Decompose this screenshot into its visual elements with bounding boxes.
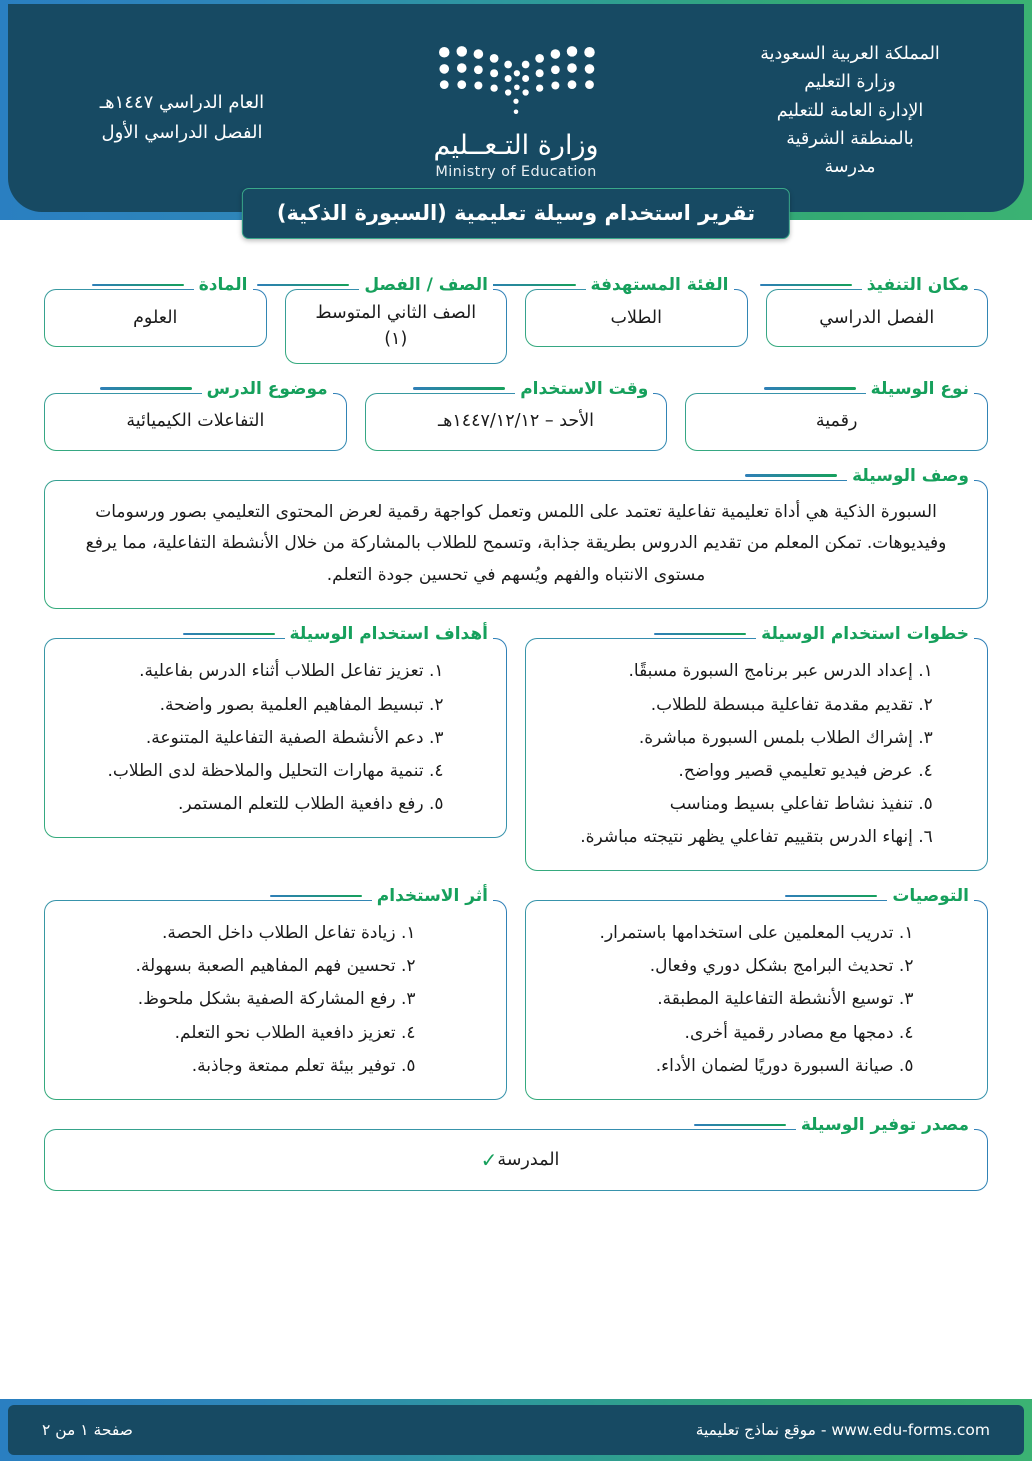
label-rule	[100, 387, 192, 389]
field-media-type-value: رقمية	[815, 411, 858, 432]
steps-list	[580, 655, 933, 854]
ministry-of-education-logo-icon	[426, 40, 606, 124]
list-item: ٤. تعزيز دافعية الطلاب نحو التعلم.	[174, 1022, 416, 1043]
field-media-type	[685, 378, 988, 451]
field-location-box[interactable]	[766, 289, 989, 347]
field-subject-value: العلوم	[133, 307, 178, 328]
field-location-label: مكان التنفيذ	[862, 275, 974, 295]
field-usage-time-box[interactable]	[365, 393, 668, 451]
semester-line: الفصل الدراسي الأول	[101, 121, 263, 143]
form-content	[0, 220, 1032, 1191]
field-grade-class-value: الصف الثاني المتوسط (١)	[315, 303, 477, 350]
section-description-text: السبورة الذكية هي أداة تعليمية تفاعلية تعتمد على اللمس وتعمل كواجهة رقمية لعرض المحتوى التعليمي بصور ورسومات وفيديوهات. تمكن المعلم من تقديم الدروس بطريقة جذابة، وتسمح للطلاب بالمشاركة من خلال الأنشطة التفاعلية، مما يرفع مستوى الانتباه والفهم ويُسهم في تحسين جودة التعلم.	[85, 501, 947, 586]
field-row-1	[44, 274, 988, 364]
field-target-group-label-group	[484, 274, 734, 296]
section-recommendations-label: التوصيات	[887, 886, 974, 906]
list-item: ١. إعداد الدرس عبر برنامج السبورة مسبقًا.	[628, 661, 933, 682]
field-location-value: الفصل الدراسي	[819, 307, 935, 328]
field-subject-box[interactable]	[44, 289, 267, 347]
list-item: ٣. دعم الأنشطة الصفية التفاعلية المتنوعة.	[145, 727, 444, 748]
list-item: ٤. عرض فيديو تعليمي قصير وواضح.	[678, 760, 933, 781]
field-target-group-label: الفئة المستهدفة	[586, 275, 734, 295]
header-band	[0, 0, 1032, 225]
recommendations-impact-row	[44, 885, 988, 1100]
field-usage-time	[365, 378, 668, 451]
objectives-list	[107, 655, 443, 821]
list-item: ١. تعزيز تفاعل الطلاب أثناء الدرس بفاعلية.	[139, 661, 444, 682]
field-lesson-topic-value: التفاعلات الكيميائية	[126, 411, 265, 432]
footer-site-text: www.edu-forms.com - موقع نماذج تعليمية	[695, 1421, 990, 1439]
field-media-type-box[interactable]	[685, 393, 988, 451]
section-objectives	[44, 623, 507, 838]
checkmark-icon: ✓	[480, 1147, 498, 1172]
ministry-logo-arabic-text: وزارة التـعــليم	[433, 130, 599, 161]
academic-year-line: العام الدراسي ١٤٤٧هـ	[99, 92, 265, 113]
list-item: ٥. رفع دافعية الطلاب للتعلم المستمر.	[178, 793, 444, 814]
field-media-type-label: نوع الوسيلة	[866, 379, 974, 399]
list-item: ٢. تحديث البرامج بشكل دوري وفعال.	[649, 956, 914, 977]
field-lesson-topic-label: موضوع الدرس	[202, 379, 333, 399]
field-location	[766, 274, 989, 347]
ministry-logo-block	[366, 30, 666, 180]
field-subject-label: المادة	[194, 275, 253, 295]
field-lesson-topic-box[interactable]	[44, 393, 347, 451]
list-item: ٣. توسيع الأنشطة التفاعلية المطبقة.	[657, 989, 914, 1010]
section-source-box[interactable]	[44, 1129, 988, 1191]
section-objectives-label: أهداف استخدام الوسيلة	[285, 624, 493, 644]
label-rule	[183, 633, 275, 635]
section-impact	[44, 885, 507, 1100]
section-source	[44, 1114, 988, 1191]
ministry-line: وزارة التعليم	[804, 72, 896, 93]
section-impact-label: أثر الاستخدام	[372, 886, 493, 906]
section-source-label-group	[694, 1114, 974, 1136]
ministry-identity-block	[720, 30, 980, 182]
field-subject	[44, 274, 267, 347]
section-impact-box[interactable]	[44, 900, 507, 1100]
section-objectives-box[interactable]	[44, 638, 507, 838]
field-lesson-topic-label-group	[100, 378, 333, 400]
field-media-type-label-group	[764, 378, 974, 400]
label-rule	[654, 633, 746, 635]
list-item: ٤. تنمية مهارات التحليل والملاحظة لدى الطلاب.	[107, 760, 444, 781]
section-recommendations-label-group	[785, 885, 974, 907]
list-item: ١. زيادة تفاعل الطلاب داخل الحصة.	[162, 923, 416, 944]
list-item: ٦. إنهاء الدرس بتقييم تفاعلي يظهر نتيجته مباشرة.	[580, 827, 933, 848]
list-item: ٢. تقديم مقدمة تفاعلية مبسطة للطلاب.	[650, 694, 933, 715]
section-steps-label-group	[654, 623, 974, 645]
academic-year-block	[52, 30, 312, 147]
school-line: مدرسة	[824, 157, 876, 178]
region-line: بالمنطقة الشرقية	[786, 129, 914, 150]
ministry-logo-english-text: Ministry of Education	[435, 164, 597, 180]
list-item: ٥. صيانة السبورة دوريًا لضمان الأداء.	[655, 1055, 914, 1076]
footer-page-number: صفحة ١ من ٢	[42, 1421, 133, 1439]
field-grade-class-box[interactable]	[285, 289, 508, 364]
list-item: ١. تدريب المعلمين على استخدامها باستمرار.	[599, 923, 914, 944]
section-description-box[interactable]	[44, 480, 988, 610]
field-usage-time-label-group	[413, 378, 653, 400]
recommendations-list	[600, 917, 914, 1083]
document-footer	[8, 1405, 1024, 1455]
list-item: ٥. توفير بيئة تعلم ممتعة وجاذبة.	[191, 1055, 416, 1076]
section-description	[44, 465, 988, 610]
list-item: ٢. تبسيط المفاهيم العلمية بصور واضحة.	[159, 694, 444, 715]
label-rule	[785, 895, 877, 897]
field-row-2	[44, 378, 988, 451]
source-value: المدرسة	[497, 1149, 560, 1170]
field-grade-class-label: الصف / الفصل	[359, 275, 493, 295]
list-item: ٣. رفع المشاركة الصفية بشكل ملحوظ.	[137, 989, 416, 1010]
section-description-label-group	[745, 465, 974, 487]
source-row	[44, 1114, 988, 1191]
document-header	[8, 4, 1024, 212]
section-objectives-label-group	[183, 623, 493, 645]
label-rule	[92, 284, 184, 286]
footer-band	[0, 1399, 1032, 1461]
field-target-group	[525, 274, 748, 347]
field-grade-class-label-group	[257, 274, 493, 296]
section-recommendations-box[interactable]	[525, 900, 988, 1100]
steps-objectives-row	[44, 623, 988, 871]
field-grade-class	[285, 274, 508, 364]
label-rule	[413, 387, 505, 389]
label-rule	[760, 284, 852, 286]
label-rule	[745, 474, 837, 476]
impact-list	[136, 917, 416, 1083]
field-location-label-group	[760, 274, 974, 296]
list-item: ٣. إشراك الطلاب بلمس السبورة مباشرة.	[638, 727, 933, 748]
field-lesson-topic	[44, 378, 347, 451]
field-usage-time-label: وقت الاستخدام	[515, 379, 653, 399]
field-target-group-box[interactable]	[525, 289, 748, 347]
field-target-group-value: الطلاب	[610, 307, 662, 328]
section-steps	[525, 623, 988, 871]
label-rule	[270, 895, 362, 897]
section-steps-box[interactable]	[525, 638, 988, 871]
list-item: ٤. دمجها مع مصادر رقمية أخرى.	[684, 1022, 914, 1043]
label-rule	[694, 1124, 786, 1126]
label-rule	[764, 387, 856, 389]
section-recommendations	[525, 885, 988, 1100]
section-source-label: مصدر توفير الوسيلة	[796, 1115, 974, 1135]
label-rule	[257, 284, 349, 286]
field-subject-label-group	[92, 274, 253, 296]
description-row	[44, 465, 988, 610]
section-impact-label-group	[270, 885, 493, 907]
country-line: المملكة العربية السعودية	[760, 44, 940, 64]
label-rule	[484, 284, 576, 286]
list-item: ٥. تنفيذ نشاط تفاعلي بسيط ومناسب	[669, 793, 933, 814]
list-item: ٢. تحسين فهم المفاهيم الصعبة بسهولة.	[135, 956, 416, 977]
section-description-label: وصف الوسيلة	[847, 466, 974, 486]
page-title: تقرير استخدام وسيلة تعليمية (السبورة الذكية)	[242, 188, 790, 239]
field-usage-time-value: الأحد – ١٤٤٧/١٢/١٢هـ	[437, 411, 595, 432]
section-steps-label: خطوات استخدام الوسيلة	[756, 624, 974, 644]
administration-line: الإدارة العامة للتعليم	[776, 100, 924, 121]
